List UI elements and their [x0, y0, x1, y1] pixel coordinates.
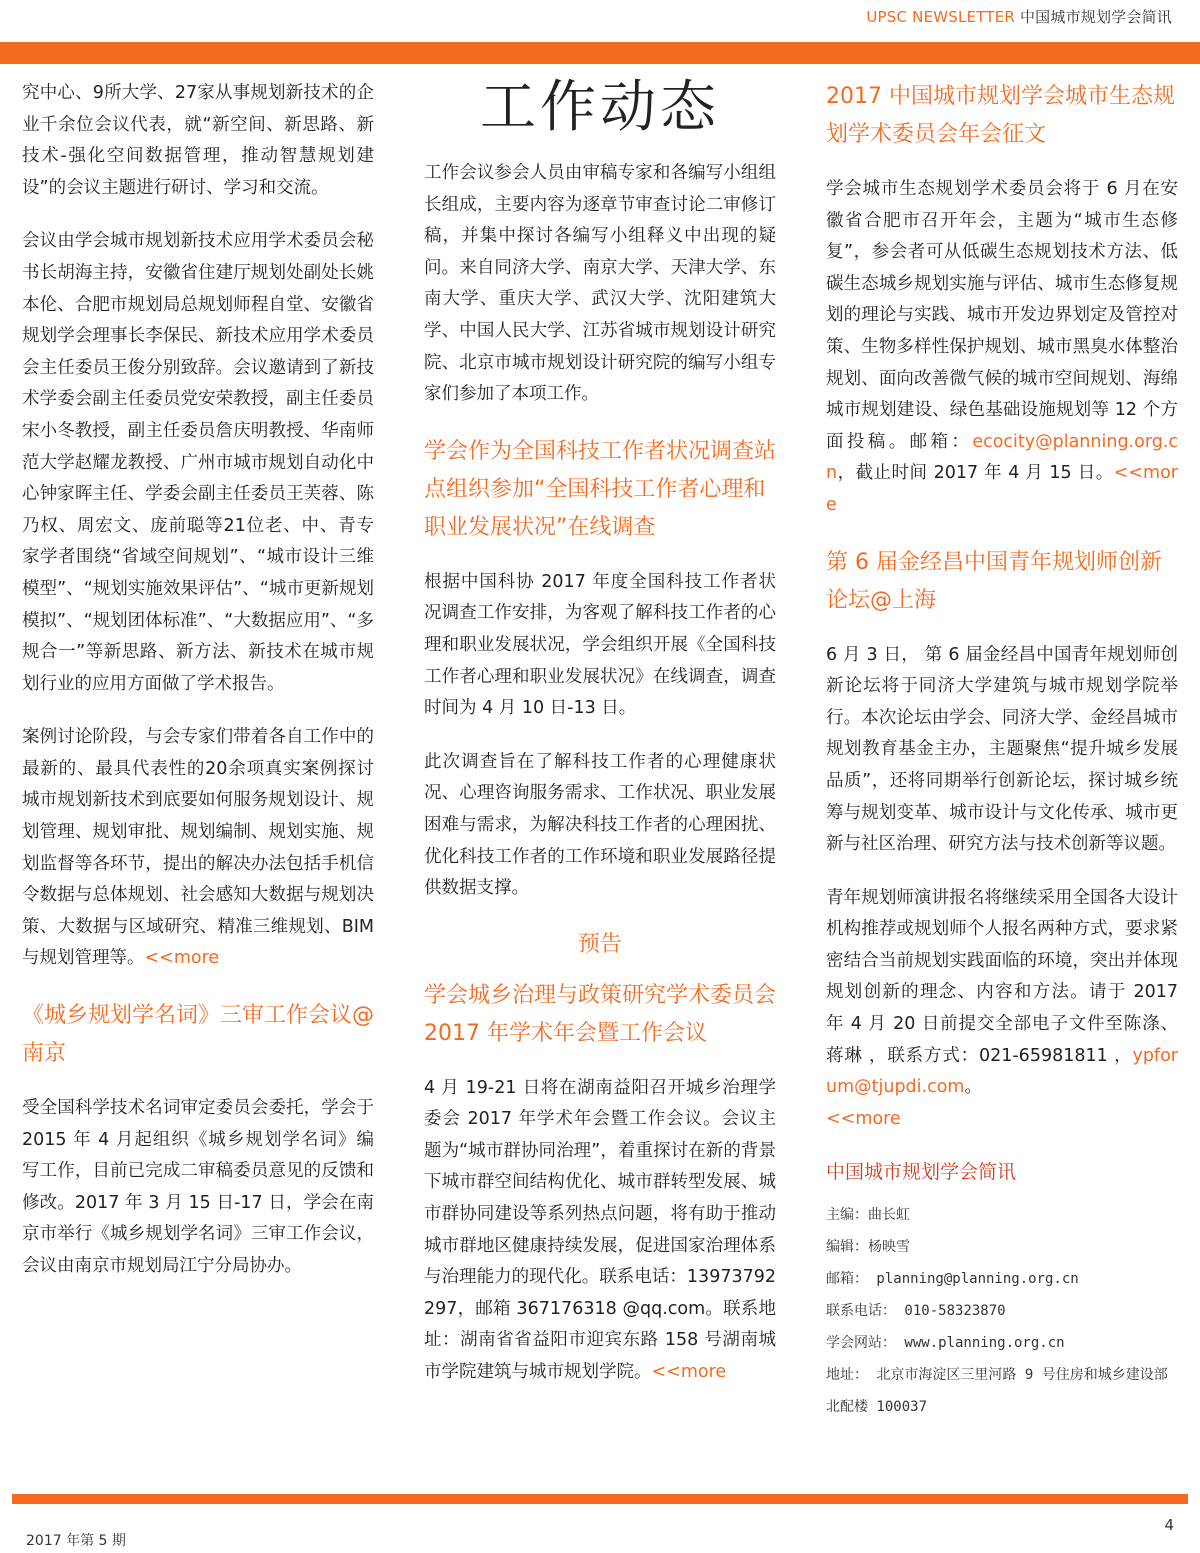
- paragraph-text: ，截止时间 2017 年 4 月 15 日。: [837, 463, 1114, 484]
- forum-email-link[interactable]: ypforum@tjupdi.com: [826, 1045, 1178, 1098]
- paragraph: [826, 174, 1178, 522]
- paragraph: 根据中国科协 2017 年度全国科技工作者状况调查工作安排，为客观了解科技工作者的心理和职业发展状况，学会组织开展《全国科技工作者心理和职业发展状况》在线调查，调查时间为 4 月 10 日-13 日。: [424, 571, 776, 719]
- article-heading: 学会作为全国科技工作者状况调查站点组织参加“全国科技工作者心理和职业发展状况”在线调查: [424, 438, 777, 540]
- paragraph-text: 案例讨论阶段，与会专家们带着各自工作中的最新的、最具代表性的20余项真实案例探讨城市规划新技术到底要如何服务规划设计、规划管理、规划审批、规划编制、规划实施、规划监督等各环节，提出的解决办法包括手机信令数据与总体规划、社会感知大数据与规划决策、大数据与区域研究、精准三维规划、BIM 与规划管理等。: [22, 727, 374, 969]
- column-left: [22, 78, 374, 1305]
- masthead-info: [826, 1157, 1178, 1423]
- info-website: 学会网站： www.planning.org.cn: [826, 1335, 1065, 1352]
- paragraph: 6 月 3 日， 第 6 届金经昌中国青年规划师创新论坛将于同济大学建筑与城市规划学院举行。本次论坛由学会、同济大学、金经昌城市规划教育基金主办，主题聚焦“提升城乡发展品质”，还将同期举行创新论坛，探讨城乡统筹与规划变革、城市设计与文化传承、城市更新与社区治理、研究方法与技术创新等议题。: [826, 644, 1178, 855]
- more-link[interactable]: <<more: [144, 948, 220, 969]
- info-email: 邮箱： planning@planning.org.cn: [826, 1271, 1079, 1288]
- paragraph-text: 。: [964, 1077, 982, 1098]
- eco-email-link[interactable]: ecocity@planning.org.cn: [826, 431, 1178, 484]
- info-editor: 编辑：杨映雪: [826, 1239, 910, 1256]
- article-heading: 2017 中国城市规划学会城市生态规划学术委员会年会征文: [826, 84, 1175, 147]
- top-orange-bar: [0, 42, 1200, 64]
- page-number: 4: [1164, 1516, 1174, 1534]
- more-link[interactable]: <<more: [826, 1108, 901, 1129]
- paragraph: 会议由学会城市规划新技术应用学术委员会秘书长胡海主持，安徽省住建厅规划处副处长姚本伦、合肥市规划局总规划师程自堂、安徽省规划学会理事长李保民、新技术应用学术委员会主任委员王俊分别致辞。会议邀请到了新技术学委会副主任委员党安荣教授，副主任委员宋小冬教授，副主任委员詹庆明教授、华南师范大学赵耀龙教授、广州市城市规划自动化中心钟家晖主任、学委会副主任委员王芙蓉、陈乃权、周宏文、庞前聪等21位老、中、青专家学者围绕“省域空间规划”、“城市设计三维模型”、“规划实施效果评估”、“城市更新规划模拟”、“规划团体标准”、“大数据应用”、“多规合一”等新思路、新方法、新技术在城市规划行业的应用方面做了学术报告。: [22, 231, 374, 694]
- info-phone: 联系电话： 010-58323870: [826, 1303, 1006, 1320]
- column-right: [826, 78, 1178, 1423]
- page-title: 工作动态: [480, 75, 720, 140]
- info-title: 中国城市规划学会简讯: [826, 1161, 1017, 1184]
- more-link[interactable]: <<more: [651, 1362, 727, 1383]
- info-editor-in-chief: 主编：曲长虹: [826, 1207, 910, 1224]
- article-heading: 《城乡规划学名词》三审工作会议@南京: [22, 1003, 375, 1067]
- section-forecast-heading: 预告: [577, 931, 622, 957]
- paragraph: 究中心、9所大学、27家从事规划新技术的企业千余位会议代表，就“新空间、新思路、新技术-强化空间数据管理，推动智慧规划建设”的会议主题进行研讨、学习和交流。: [22, 83, 374, 198]
- paragraph: [424, 1073, 776, 1389]
- article-heading: 学会城乡治理与政策研究学术委员会 2017 年学术年会暨工作会议: [424, 982, 777, 1046]
- paragraph-text: 4 月 19-21 日将在湖南益阳召开城乡治理学委会 2017 年学术年会暨工作会议。会议主题为“城市群协同治理”，着重探讨在新的背景下城市群空间结构优化、城市群转型发展、城市群协同建设等系列热点问题，将有助于推动城市群地区健康持续发展，促进国家治理体系与治理能力的现代化。联系电话：13973792297，邮箱 367176318 @qq.com。联系地址：湖南省省益阳市迎宾东路 158 号湖南城市学院建筑与城市规划学院。: [424, 1077, 776, 1383]
- article-heading: 第 6 届金经昌中国青年规划师创新论坛@上海: [826, 549, 1162, 613]
- issue-label: 2017 年第 5 期: [26, 1533, 126, 1549]
- column-middle: [424, 75, 777, 1411]
- paragraph-text: 青年规划师演讲报名将继续采用全国各大设计机构推荐或规划师个人报名两种方式，要求紧密结合当前规划实践面临的环境，突出并体现规划创新的理念、内容和方法。请于 2017 年 4 月 20 日前提交全部电子文件至陈涤、蒋琳 ，联系方式：021-65981811 ，: [826, 887, 1178, 1066]
- newsletter-header: [866, 6, 1172, 27]
- newsletter-cn-title: 中国城市规划学会简讯: [1019, 8, 1172, 26]
- paragraph: 受全国科学技术名词审定委员会委托，学会于 2015 年 4 月起组织《城乡规划学名词》编写工作，目前已完成二审稿委员意见的反馈和修改。2017 年 3 月 15 日-17 日，学会在南京市举行《城乡规划学名词》三审工作会议，会议由南京市规划局江宁分局协办。: [22, 1098, 374, 1276]
- bottom-orange-bar: [12, 1494, 1188, 1504]
- paragraph: 此次调查旨在了解科技工作者的心理健康状况、心理咨询服务需求、工作状况、职业发展困难与需求，为解决科技工作者的心理困扰、优化科技工作者的工作环境和职业发展路径提供数据支撑。: [424, 751, 776, 899]
- paragraph: [22, 722, 374, 975]
- paragraph-text: 学会城市生态规划学术委员会将于 6 月在安徽省合肥市召开年会，主题为“城市生态修复”，参会者可从低碳生态规划技术方法、低碳生态城乡规划实施与评估、城市生态修复规划的理论与实践、城市开发边界划定及管控对策、生物多样性保护规划、城市黑臭水体整治规划、面向改善微气候的城市空间规划、海绵城市规划建设、绿色基础设施规划等 12 个方面投稿。邮箱：: [826, 179, 1178, 452]
- info-address: 地址： 北京市海淀区三里河路 9 号住房和城乡建设部北配楼 100037: [826, 1367, 1168, 1416]
- newsletter-brand: UPSC NEWSLETTER: [866, 8, 1016, 26]
- more-link[interactable]: <<more: [826, 463, 1178, 515]
- paragraph: 工作会议参会人员由审稿专家和各编写小组组长组成，主要内容为逐章节审查讨论二审修订稿，并集中探讨各编写小组释义中出现的疑问。来自同济大学、南京大学、天津大学、东南大学、重庆大学、武汉大学、沈阳建筑大学、中国人民大学、江苏省城市规划设计研究院、北京市城市规划设计研究院的编写小组专家们参加了本项工作。: [424, 163, 776, 405]
- paragraph: [826, 883, 1178, 1136]
